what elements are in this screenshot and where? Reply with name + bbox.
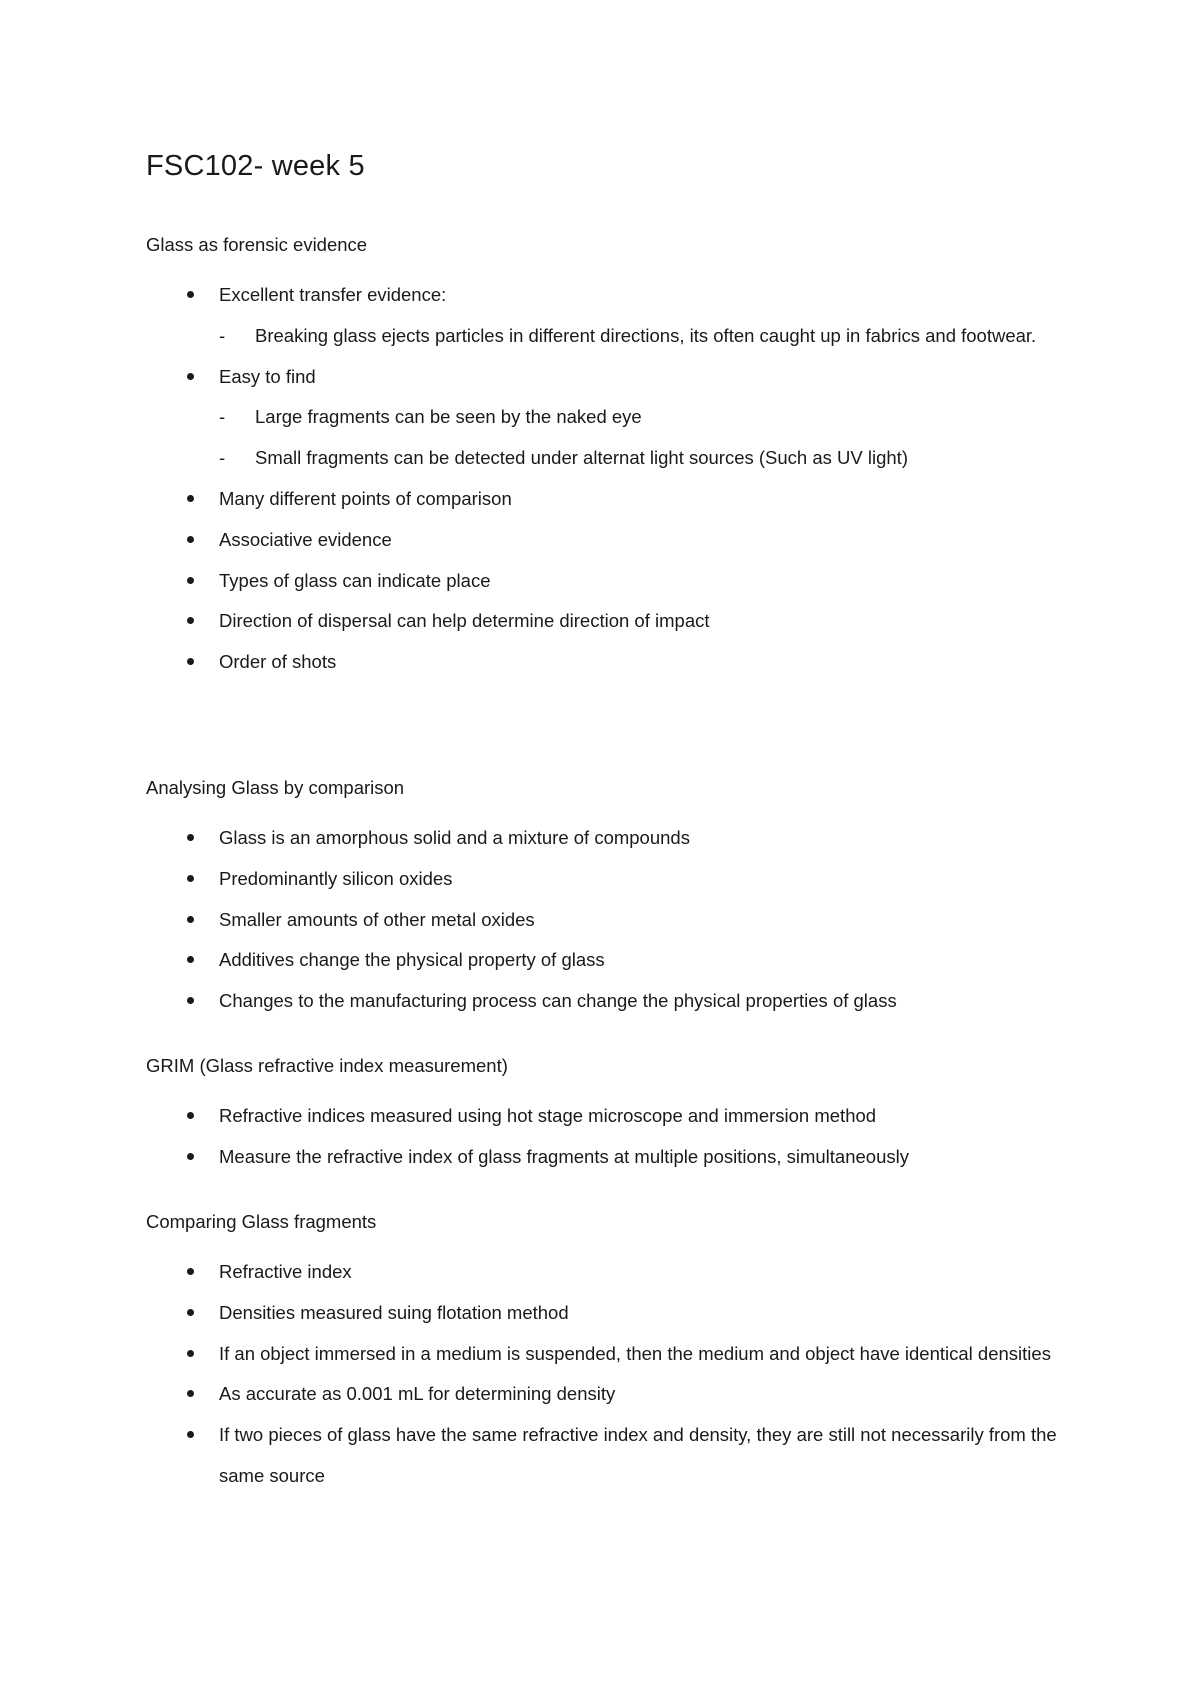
sub-list-item: - Breaking glass ejects particles in different directions, its often caught up in fabrics and footwear. — [219, 316, 1086, 357]
section-glass-as-forensic-evidence — [146, 233, 1086, 683]
section-heading: Comparing Glass fragments — [146, 1211, 377, 1232]
bullet-icon — [187, 1153, 194, 1160]
bullet-list — [146, 275, 1086, 683]
bullet-icon — [187, 997, 194, 1004]
bullet-icon — [187, 834, 194, 841]
list-item: As accurate as 0.001 mL for determining density — [146, 1374, 1086, 1415]
list-item: Associative evidence — [146, 520, 1086, 561]
bullet-icon — [187, 536, 194, 543]
list-item: Glass is an amorphous solid and a mixture of compounds — [146, 818, 1086, 859]
sub-list — [219, 316, 1086, 357]
list-item: Measure the refractive index of glass fragments at multiple positions, simultaneously — [146, 1137, 1086, 1178]
bullet-icon — [187, 495, 194, 502]
bullet-icon — [187, 1431, 194, 1438]
list-item: Many different points of comparison — [146, 479, 1086, 520]
bullet-icon — [187, 373, 194, 380]
list-item: Easy to find - Large fragments can be seen by the naked eye - Small fragments can be detected under alternat light sources (Such as UV light) — [146, 357, 1086, 479]
bullet-icon — [187, 1268, 194, 1275]
list-item: Types of glass can indicate place — [146, 561, 1086, 602]
list-item: If two pieces of glass have the same refractive index and density, they are still not necessarily from the same source — [146, 1415, 1086, 1497]
dash-icon: - — [219, 406, 226, 428]
list-item: If an object immersed in a medium is suspended, then the medium and object have identical densities — [146, 1334, 1086, 1375]
bullet-icon — [187, 1350, 194, 1357]
section-comparing-glass-fragments — [146, 1210, 1086, 1497]
bullet-icon — [187, 1390, 194, 1397]
bullet-icon — [187, 916, 194, 923]
list-item: Changes to the manufacturing process can change the physical properties of glass — [146, 981, 1086, 1022]
list-item: Smaller amounts of other metal oxides — [146, 900, 1086, 941]
section-heading: Glass as forensic evidence — [146, 234, 368, 255]
dash-icon: - — [219, 324, 226, 346]
dash-icon: - — [219, 447, 226, 469]
bullet-icon — [187, 291, 194, 298]
bullet-icon — [187, 956, 194, 963]
list-item: Additives change the physical property of glass — [146, 940, 1086, 981]
section-grim — [146, 1054, 1086, 1178]
bullet-list — [146, 1252, 1086, 1497]
section-heading: Analysing Glass by comparison — [146, 777, 405, 798]
list-item: Direction of dispersal can help determine direction of impact — [146, 601, 1086, 642]
list-item: Refractive index — [146, 1252, 1086, 1293]
bullet-icon — [187, 875, 194, 882]
bullet-icon — [187, 658, 194, 665]
section-heading: GRIM (Glass refractive index measurement) — [146, 1055, 508, 1076]
bullet-list — [146, 1096, 1086, 1178]
sub-list-item: - Large fragments can be seen by the naked eye — [219, 397, 1086, 438]
document-title: FSC102- week 5 — [146, 150, 365, 182]
list-item: Predominantly silicon oxides — [146, 859, 1086, 900]
sub-list-item: - Small fragments can be detected under alternat light sources (Such as UV light) — [219, 438, 1086, 479]
list-item: Refractive indices measured using hot stage microscope and immersion method — [146, 1096, 1086, 1137]
sub-list — [219, 397, 1086, 479]
list-item: Densities measured suing flotation method — [146, 1293, 1086, 1334]
bullet-icon — [187, 577, 194, 584]
list-item: Excellent transfer evidence: - Breaking glass ejects particles in different directions, its often caught up in fabrics and footwear. — [146, 275, 1086, 357]
bullet-list — [146, 818, 1086, 1022]
section-analysing-glass-by-comparison — [146, 776, 1086, 1022]
bullet-icon — [187, 1112, 194, 1119]
bullet-icon — [187, 617, 194, 624]
list-item: Order of shots — [146, 642, 1086, 683]
bullet-icon — [187, 1309, 194, 1316]
